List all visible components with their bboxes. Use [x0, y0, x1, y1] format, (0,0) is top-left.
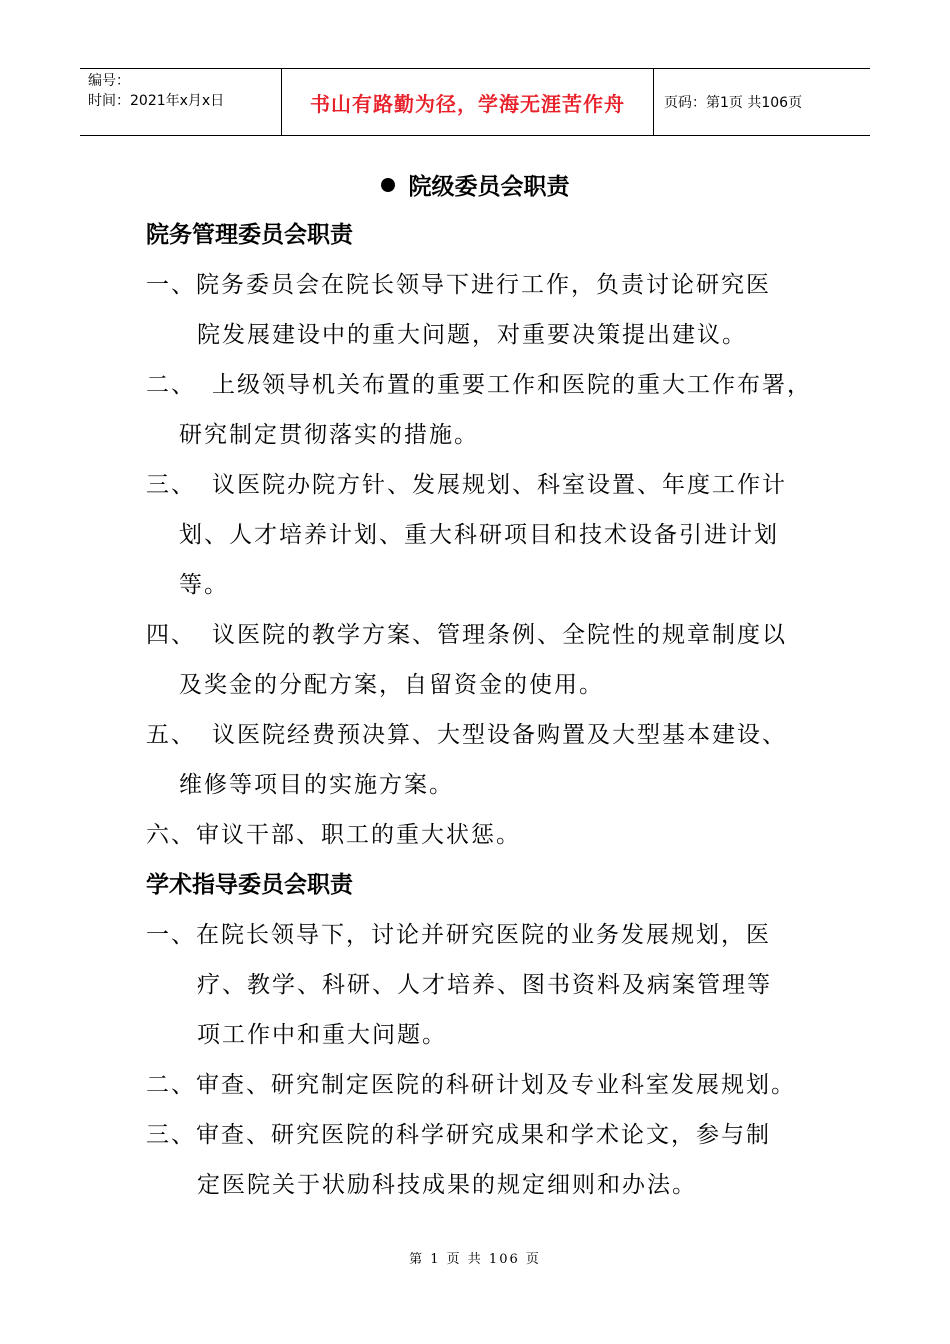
list-item	[146, 710, 836, 810]
list-item-text: 上级领导机关布置的重要工作和医院的重大工作布署，	[212, 372, 812, 398]
list-item	[146, 360, 836, 460]
section-heading: 院务管理委员会职责	[146, 222, 353, 248]
bullet-dot-icon	[381, 178, 395, 192]
list-item-continuation: 维修等项目的实施方案。	[179, 772, 454, 798]
header-page-info: 页码：第1页 共106页	[664, 95, 803, 111]
list-item	[146, 460, 836, 610]
document-time: 时间：2021年x月x日	[88, 93, 225, 109]
list-item-continuation: 等。	[179, 572, 229, 598]
list-item-first-line	[146, 910, 836, 960]
list-item-first-line	[146, 1110, 836, 1160]
page-title-text: 院级委员会职责	[408, 174, 570, 200]
list-item-continuation: 疗、教学、科研、人才培养、图书资料及病案管理等	[197, 972, 772, 998]
list-item	[146, 1110, 836, 1210]
list-item-text: 审查、研究医院的科学研究成果和学术论文，参与制	[196, 1122, 771, 1148]
list-item-text: 议医院的教学方案、管理条例、全院性的规章制度以	[212, 622, 787, 648]
list-item-text: 在院长领导下，讨论并研究医院的业务发展规划，医	[196, 922, 771, 948]
list-item	[146, 1060, 836, 1110]
list-item-text: 审查、研究制定医院的科研计划及专业科室发展规划。	[196, 1072, 796, 1098]
list-item-number: 六、	[146, 822, 196, 848]
list-item-number: 二、	[146, 372, 196, 398]
header-motto: 书山有路勤为径，学海无涯苦作舟	[310, 91, 625, 116]
header-table	[80, 68, 870, 136]
list-item-continuation: 院发展建设中的重大问题，对重要决策提出建议。	[197, 322, 747, 348]
list-item-first-line	[146, 810, 836, 860]
list-item-number: 二、	[146, 1072, 196, 1098]
page-title	[0, 168, 950, 201]
header-meta	[80, 69, 282, 135]
list-item-text: 审议干部、职工的重大状惩。	[196, 822, 521, 848]
list-item-continuation: 及奖金的分配方案，自留资金的使用。	[179, 672, 604, 698]
section-heading: 学术指导委员会职责	[146, 872, 353, 898]
list-item-continuation: 项工作中和重大问题。	[197, 1022, 447, 1048]
list-item-text: 议医院办院方针、发展规划、科室设置、年度工作计	[212, 472, 787, 498]
list-item-text: 议医院经费预决算、大型设备购置及大型基本建设、	[212, 722, 787, 748]
list-item-continuation: 划、人才培养计划、重大科研项目和技术设备引进计划	[179, 522, 779, 548]
list-item-number: 三、	[146, 1122, 196, 1148]
list-item-continuation: 研究制定贯彻落实的措施。	[179, 422, 479, 448]
list-item-first-line	[146, 260, 836, 310]
list-item	[146, 610, 836, 710]
list-item-number: 一、	[146, 922, 196, 948]
document-body	[146, 210, 836, 1210]
page-footer: 第 1 页 共 106 页	[409, 1252, 541, 1267]
list-item-continuation: 定医院关于状励科技成果的规定细则和办法。	[197, 1172, 697, 1198]
list-item	[146, 910, 836, 1060]
list-item-first-line	[146, 460, 836, 510]
list-item-number: 四、	[146, 622, 196, 648]
list-item-text: 院务委员会在院长领导下进行工作，负责讨论研究医	[196, 272, 771, 298]
list-item-first-line	[146, 710, 836, 760]
list-item	[146, 810, 836, 860]
header-motto-cell	[282, 69, 654, 135]
list-item	[146, 260, 836, 360]
list-item-number: 三、	[146, 472, 196, 498]
list-item-first-line	[146, 1060, 836, 1110]
document-number-label: 编号：	[88, 73, 130, 89]
list-item-first-line	[146, 610, 836, 660]
list-item-number: 五、	[146, 722, 196, 748]
list-item-number: 一、	[146, 272, 196, 298]
list-item-first-line	[146, 360, 836, 410]
